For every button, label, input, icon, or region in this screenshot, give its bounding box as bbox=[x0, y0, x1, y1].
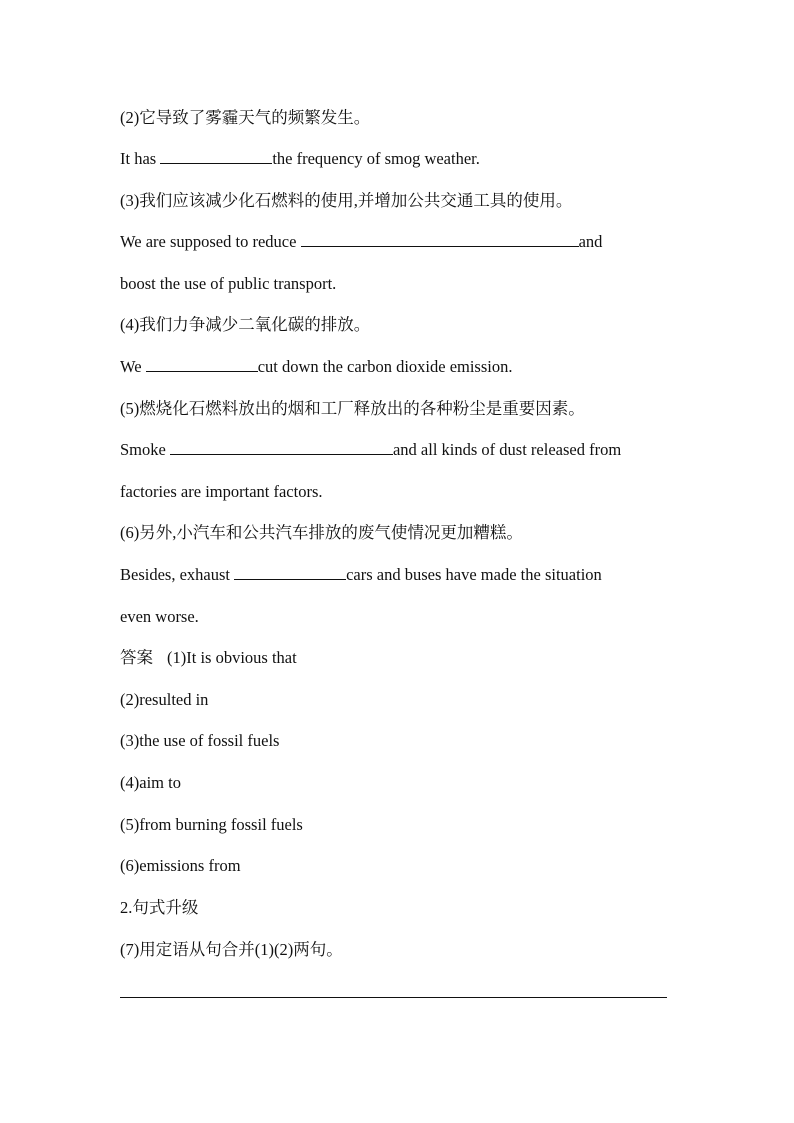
item-3-chinese: (3)我们应该减少化石燃料的使用,并增加公共交通工具的使用。 bbox=[120, 191, 573, 210]
answer-line-2: (2)resulted in bbox=[120, 690, 209, 709]
item-5-chinese: (5)燃烧化石燃料放出的烟和工厂释放出的各种粉尘是重要因素。 bbox=[120, 399, 585, 418]
question-7: (7)用定语从句合并(1)(2)两句。 bbox=[120, 940, 343, 959]
answer-blank-5[interactable] bbox=[170, 440, 393, 455]
item-6-english-continued: even worse. bbox=[120, 607, 199, 626]
answer-line-5: (5)from burning fossil fuels bbox=[120, 815, 303, 834]
item-5-suffix: and all kinds of dust released from bbox=[392, 440, 622, 459]
item-3-suffix: and bbox=[578, 232, 603, 251]
item-4-prefix: We bbox=[120, 357, 146, 376]
item-4-english bbox=[120, 357, 513, 377]
item-5-english bbox=[120, 440, 621, 460]
section-2-title: 2.句式升级 bbox=[120, 898, 199, 917]
answer-line-6: (6)emissions from bbox=[120, 856, 241, 875]
item-3-english bbox=[120, 232, 602, 252]
item-2-prefix: It has bbox=[120, 149, 161, 168]
answer-line-1 bbox=[120, 648, 297, 668]
answer-line-4: (4)aim to bbox=[120, 773, 181, 792]
item-3-prefix: We are supposed to reduce bbox=[120, 232, 301, 251]
item-4-suffix: cut down the carbon dioxide emission. bbox=[257, 357, 513, 376]
item-2-chinese: (2)它导致了雾霾天气的频繁发生。 bbox=[120, 108, 371, 127]
answer-blank-4[interactable] bbox=[146, 357, 258, 372]
answer-writing-line[interactable] bbox=[120, 997, 667, 998]
answer-text-1: (1)It is obvious that bbox=[167, 648, 297, 667]
answer-blank-2[interactable] bbox=[160, 149, 272, 164]
item-5-prefix: Smoke bbox=[120, 440, 170, 459]
item-5-english-continued: factories are important factors. bbox=[120, 482, 323, 501]
item-4-chinese: (4)我们力争减少二氧化碳的排放。 bbox=[120, 315, 371, 334]
item-6-english bbox=[120, 565, 602, 585]
item-2-english bbox=[120, 149, 480, 169]
answer-blank-3[interactable] bbox=[301, 232, 579, 247]
answer-line-3: (3)the use of fossil fuels bbox=[120, 731, 280, 750]
item-6-prefix: Besides, exhaust bbox=[120, 565, 235, 584]
answer-blank-6[interactable] bbox=[234, 565, 346, 580]
item-6-suffix: cars and buses have made the situation bbox=[346, 565, 602, 584]
item-2-suffix: the frequency of smog weather. bbox=[272, 149, 480, 168]
item-6-chinese: (6)另外,小汽车和公共汽车排放的废气使情况更加糟糕。 bbox=[120, 523, 523, 542]
item-3-english-continued: boost the use of public transport. bbox=[120, 274, 337, 293]
answer-label: 答案 bbox=[120, 648, 153, 667]
